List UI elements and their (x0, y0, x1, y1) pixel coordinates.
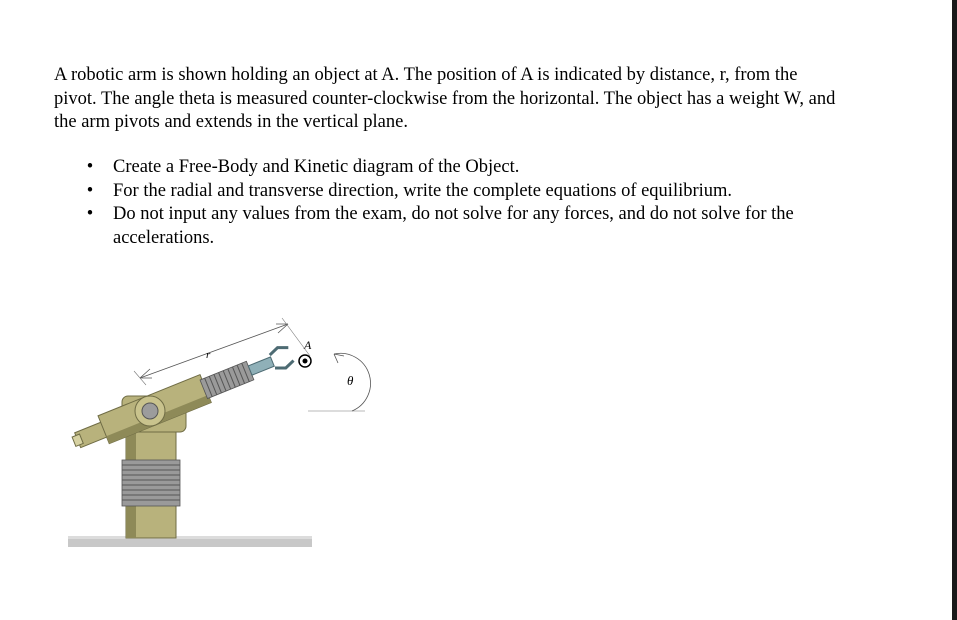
theta-angle-marker (308, 353, 371, 411)
bullet-icon: • (86, 204, 94, 224)
ground (68, 538, 312, 547)
instruction-item (54, 156, 844, 180)
post-bellows (122, 460, 180, 506)
problem-paragraph: A robotic arm is shown holding an object at A. The position of A is indicated by distance, r, from the pivot. The angle theta is measured counter-clockwise from the horizontal. The object has a weight W, and the arm pivots and extends in the vertical plane. (54, 65, 836, 132)
instruction-text: Do not input any values from the exam, do not solve for any forces, and do not solve for the accelerations. (113, 204, 794, 248)
bullet-icon: • (86, 157, 94, 177)
arm-bellows (200, 344, 295, 400)
page-edge (952, 0, 957, 620)
label-r: r (206, 349, 211, 361)
bullet-icon: • (86, 180, 94, 201)
instruction-item (54, 180, 844, 204)
instruction-list (54, 156, 844, 250)
instruction-text: Create a Free-Body and Kinetic diagram of the Object. (113, 157, 520, 177)
label-a: A (304, 338, 312, 352)
instruction-text: For the radial and transverse direction, write the complete equations of equilibrium. (113, 180, 733, 201)
pivot-joint (135, 396, 165, 426)
instruction-item (54, 203, 844, 250)
label-theta: θ (347, 373, 354, 388)
object-a (299, 355, 311, 367)
robotic-arm-figure (60, 308, 380, 558)
